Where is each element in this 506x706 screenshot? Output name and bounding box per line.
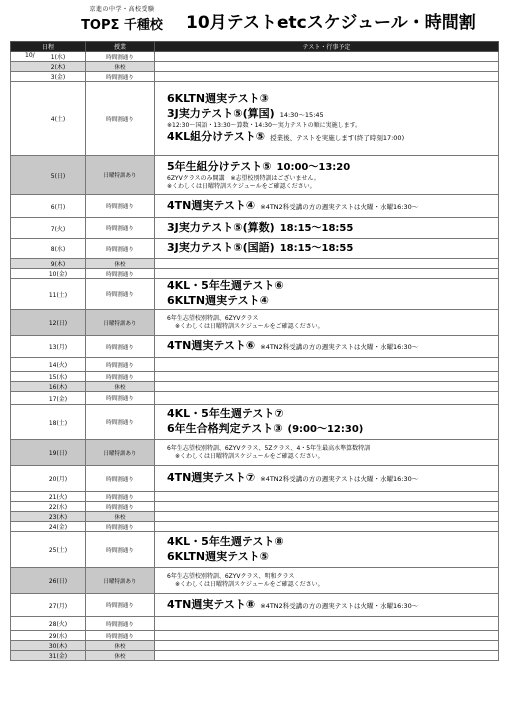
class-type-cell: 時間割通り: [86, 522, 155, 532]
table-row: [11, 568, 499, 594]
event-cell: [155, 239, 499, 259]
class-type-cell: 時間割通り: [86, 594, 155, 617]
class-type-cell: 時間割通り: [86, 617, 155, 631]
column-header-date: 日程: [11, 42, 86, 52]
day-label: 22(水): [48, 504, 68, 511]
table-row: [11, 310, 499, 336]
table-row: [11, 502, 499, 512]
day-label: 11(土): [48, 291, 68, 299]
event-detail: ※4TN2科受講の方の週実テストは火曜・水曜16:30～: [260, 202, 419, 211]
event-text: ※12:30～国語・13:30～算数・14:30～実力テストの順に実施します。: [167, 122, 362, 129]
table-row: [11, 405, 499, 440]
date-cell: [11, 532, 86, 568]
table-row: [11, 279, 499, 310]
event-cell: [155, 532, 499, 568]
logo-tagline: 京進の中学・高校受験: [89, 6, 155, 13]
event-line: [167, 581, 498, 589]
date-cell: [11, 502, 86, 512]
class-type-cell: 時間割通り: [86, 631, 155, 641]
day-label: 31(金): [48, 653, 68, 660]
event-line: [167, 323, 498, 331]
class-type-cell: 時間割通り: [86, 372, 155, 382]
event-line: [167, 107, 498, 122]
day-label: 24(金): [48, 524, 68, 531]
event-detail: 18:15～18:55: [279, 243, 354, 254]
date-cell: [11, 358, 86, 372]
event-cell: [155, 405, 499, 440]
date-cell: [11, 259, 86, 269]
class-type-cell: 時間割通り: [86, 502, 155, 512]
event-text: 6KLTN週実テスト④: [167, 294, 269, 307]
event-line: [167, 550, 498, 565]
logo-name: TOPΣ 千種校: [81, 18, 163, 33]
date-cell: [11, 392, 86, 405]
date-cell: [11, 239, 86, 259]
event-line: [167, 130, 498, 145]
day-label: 4(土): [50, 116, 66, 123]
day-label: 16(木): [48, 384, 68, 391]
class-type-cell: 時間割通り: [86, 336, 155, 358]
day-label: 30(木): [48, 643, 68, 650]
event-cell: [155, 440, 499, 466]
class-type-cell: 時間割通り: [86, 405, 155, 440]
event-cell: [155, 62, 499, 72]
event-cell: [155, 512, 499, 522]
event-text: 4KL・5年生週テスト⑥: [167, 279, 284, 292]
table-row: [11, 358, 499, 372]
class-type-cell: 休校: [86, 512, 155, 522]
day-label: 20(月): [48, 476, 68, 483]
event-text: ※くわしくは日曜特訓スケジュールをご確認ください。: [167, 182, 316, 190]
event-cell: [155, 372, 499, 382]
event-text: 6KLTN週実テスト③: [167, 92, 269, 105]
event-cell: [155, 568, 499, 594]
event-line: [167, 315, 498, 323]
date-cell: [11, 82, 86, 156]
column-header-events: テスト・行事予定: [155, 42, 499, 52]
table-row: [11, 269, 499, 279]
day-label: 13(月): [48, 344, 68, 351]
day-label: 23(木): [48, 514, 68, 521]
event-cell: [155, 617, 499, 631]
class-type-cell: 日曜特訓あり: [86, 156, 155, 195]
event-line: [167, 221, 498, 236]
event-detail: 18:15～18:55: [279, 222, 354, 234]
table-row: [11, 392, 499, 405]
date-cell: [11, 279, 86, 310]
event-line: [167, 407, 498, 422]
class-type-cell: 時間割通り: [86, 532, 155, 568]
table-row: [11, 259, 499, 269]
table-row: [11, 532, 499, 568]
event-text: 6KLTN週実テスト⑤: [167, 549, 269, 563]
event-detail: (9:00～12:30): [287, 424, 364, 435]
event-line: [167, 471, 498, 486]
event-detail: ※4TN2科受講の方の週実テストは火曜・水曜16:30～: [260, 343, 419, 351]
event-text: 4TN週実テスト⑥: [167, 339, 256, 352]
page-title: 10月テストetcスケジュール・時間割: [186, 13, 476, 33]
table-header-row: [11, 42, 499, 52]
table-row: [11, 522, 499, 532]
class-type-cell: 時間割通り: [86, 72, 155, 82]
event-text: 4KL・5年生週テスト⑦: [167, 407, 284, 420]
event-cell: [155, 82, 499, 156]
event-cell: [155, 392, 499, 405]
event-detail: 14:30～15:45: [279, 111, 324, 119]
table-row: [11, 492, 499, 502]
table-row: [11, 512, 499, 522]
date-cell: [11, 440, 86, 466]
class-type-cell: 日曜特訓あり: [86, 440, 155, 466]
event-cell: [155, 522, 499, 532]
date-cell: [11, 195, 86, 218]
date-cell: [11, 336, 86, 358]
event-line: [167, 241, 498, 256]
event-text: 3J実力テスト⑤(算数): [167, 220, 275, 234]
date-cell: [11, 310, 86, 336]
event-cell: [155, 279, 499, 310]
table-row: [11, 336, 499, 358]
day-label: 19(日): [48, 450, 68, 457]
class-type-cell: 日曜特訓あり: [86, 310, 155, 336]
event-text: 6年生志望校別特訓、6ZYVクラス、明和クラス: [167, 572, 295, 580]
day-label: 7(火): [50, 225, 66, 233]
day-label: 2(木): [50, 64, 66, 71]
date-cell: [11, 72, 86, 82]
event-text: ※くわしくは日曜特訓スケジュールをご確認ください。: [175, 580, 324, 588]
school-logo: [72, 4, 172, 33]
event-detail: 10:00～13:20: [276, 161, 351, 173]
day-label: 5(日): [50, 172, 66, 180]
date-cell: [11, 372, 86, 382]
event-line: [167, 160, 498, 175]
event-text: 4TN週実テスト⑧: [167, 597, 256, 611]
day-label: 9(木): [50, 261, 66, 268]
event-text: 4TN週実テスト⑦: [167, 471, 256, 484]
event-cell: [155, 382, 499, 392]
table-row: [11, 72, 499, 82]
table-row: [11, 631, 499, 641]
event-line: [167, 422, 498, 437]
event-line: [167, 445, 498, 453]
event-text: 4KL組分けテスト⑤: [167, 130, 266, 143]
event-cell: [155, 52, 499, 62]
day-label: 25(土): [48, 547, 68, 554]
event-text: 6年生合格判定テスト③: [167, 422, 283, 435]
event-line: [167, 535, 498, 550]
class-type-cell: 時間割通り: [86, 195, 155, 218]
day-label: 1(水): [50, 54, 66, 61]
page-header: [0, 0, 506, 41]
event-cell: [155, 466, 499, 492]
day-label: 10(金): [48, 271, 68, 278]
table-row: [11, 466, 499, 492]
day-label: 8(水): [50, 246, 66, 253]
day-label: 15(水): [48, 374, 68, 381]
date-cell: [11, 52, 86, 62]
event-line: [167, 92, 498, 107]
table-row: [11, 156, 499, 195]
class-type-cell: 時間割通り: [86, 269, 155, 279]
table-row: [11, 372, 499, 382]
event-line: [167, 453, 498, 461]
class-type-cell: 時間割通り: [86, 358, 155, 372]
event-cell: [155, 631, 499, 641]
event-line: [167, 573, 498, 581]
table-row: [11, 617, 499, 631]
day-label: 14(火): [48, 362, 68, 369]
date-cell: [11, 617, 86, 631]
class-type-cell: 休校: [86, 382, 155, 392]
month-label: 10/: [25, 52, 35, 59]
class-type-cell: 休校: [86, 259, 155, 269]
event-text: 6ZYVクラスのみ開講 ※志望校別特訓はございません。: [167, 174, 320, 182]
date-cell: [11, 651, 86, 661]
event-cell: [155, 594, 499, 617]
event-cell: [155, 218, 499, 239]
event-detail: ※4TN2科受講の方の週実テストは火曜・水曜16:30～: [260, 475, 419, 483]
event-text: ※くわしくは日曜特訓スケジュールをご確認ください。: [175, 322, 324, 330]
event-cell: [155, 492, 499, 502]
class-type-cell: 休校: [86, 651, 155, 661]
day-label: 18(土): [48, 419, 68, 427]
event-text: 3J実力テスト⑤(国語): [167, 241, 275, 254]
schedule-table: [10, 41, 499, 661]
table-row: [11, 594, 499, 617]
event-cell: [155, 641, 499, 651]
table-row: [11, 239, 499, 259]
class-type-cell: 時間割通り: [86, 279, 155, 310]
class-type-cell: 日曜特訓あり: [86, 568, 155, 594]
table-row: [11, 382, 499, 392]
event-text: ※くわしくは日曜特訓スケジュールをご確認ください。: [175, 452, 324, 460]
event-line: [167, 175, 498, 183]
event-text: 3J実力テスト⑤(算国): [167, 107, 275, 120]
class-type-cell: 時間割通り: [86, 392, 155, 405]
table-row: [11, 218, 499, 239]
event-detail: 授業後、テストを実施します(終了時刻17:00): [270, 134, 405, 142]
day-label: 27(月): [48, 602, 68, 610]
class-type-cell: 時間割通り: [86, 466, 155, 492]
event-cell: [155, 195, 499, 218]
event-cell: [155, 269, 499, 279]
day-label: 21(火): [48, 494, 68, 501]
event-text: 4KL・5年生週テスト⑧: [167, 534, 284, 548]
date-cell: [11, 594, 86, 617]
table-row: [11, 82, 499, 156]
event-cell: [155, 72, 499, 82]
date-cell: [11, 156, 86, 195]
date-cell: [11, 382, 86, 392]
date-cell: [11, 641, 86, 651]
day-label: 6(月): [50, 203, 66, 211]
event-cell: [155, 336, 499, 358]
date-cell: [11, 492, 86, 502]
event-text: 6年生志望校別特訓、6ZYVクラス: [167, 314, 259, 322]
table-row: [11, 62, 499, 72]
class-type-cell: 休校: [86, 641, 155, 651]
event-cell: [155, 156, 499, 195]
class-type-cell: 休校: [86, 62, 155, 72]
class-type-cell: 時間割通り: [86, 239, 155, 259]
event-text: 6年生志望校別特訓、6ZYVクラス、5Zクラス、4・5年生最高水準算数特訓: [167, 444, 371, 452]
date-cell: [11, 631, 86, 641]
event-cell: [155, 358, 499, 372]
date-cell: [11, 62, 86, 72]
schedule-body: [11, 52, 499, 661]
event-detail: ※4TN2科受講の方の週実テストは火曜・水曜16:30～: [260, 601, 419, 610]
date-cell: [11, 405, 86, 440]
event-cell: [155, 310, 499, 336]
day-label: 29(水): [48, 633, 68, 640]
event-line: [167, 122, 498, 130]
table-row: [11, 52, 499, 62]
date-cell: [11, 218, 86, 239]
day-label: 26(日): [48, 578, 68, 585]
table-row: [11, 641, 499, 651]
date-cell: [11, 512, 86, 522]
day-label: 28(火): [48, 621, 68, 628]
event-line: [167, 199, 498, 214]
column-header-class: 授業: [86, 42, 155, 52]
event-line: [167, 279, 498, 294]
event-line: [167, 183, 498, 191]
day-label: 12(日): [48, 320, 68, 327]
event-cell: [155, 502, 499, 512]
class-type-cell: 時間割通り: [86, 82, 155, 156]
class-type-cell: 時間割通り: [86, 52, 155, 62]
date-cell: [11, 522, 86, 532]
event-cell: [155, 259, 499, 269]
class-type-cell: 時間割通り: [86, 492, 155, 502]
table-row: [11, 440, 499, 466]
date-cell: [11, 568, 86, 594]
day-label: 17(金): [48, 395, 68, 403]
table-row: [11, 651, 499, 661]
event-line: [167, 598, 498, 613]
date-cell: [11, 466, 86, 492]
table-row: [11, 195, 499, 218]
event-line: [167, 339, 498, 354]
event-text: 4TN週実テスト④: [167, 198, 256, 212]
event-cell: [155, 651, 499, 661]
day-label: 3(金): [50, 74, 66, 81]
event-text: 5年生組分けテスト⑤: [167, 159, 272, 173]
event-line: [167, 294, 498, 309]
date-cell: [11, 269, 86, 279]
class-type-cell: 時間割通り: [86, 218, 155, 239]
